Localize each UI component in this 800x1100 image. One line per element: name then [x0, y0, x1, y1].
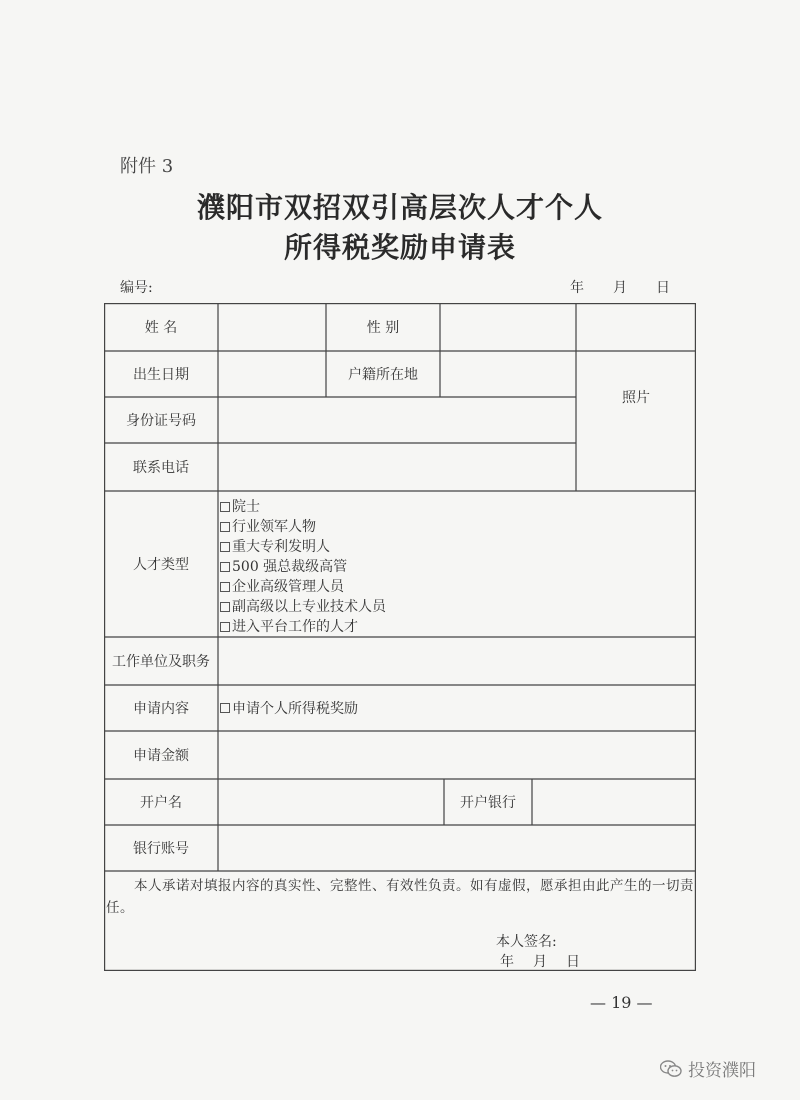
phone-field[interactable] — [218, 443, 576, 491]
gender-field[interactable] — [440, 303, 576, 351]
header-date — [570, 277, 670, 297]
talent-option-label: 重大专利发明人 — [232, 539, 330, 555]
declaration-text: 本人承诺对填报内容的真实性、完整性、有效性负责。如有虚假，愿承担由此产生的一切责任。 — [106, 878, 694, 916]
bank-label: 开户银行 — [460, 795, 516, 811]
serial-number-label: 编号: — [120, 280, 153, 296]
sign-date-day: 日 — [566, 954, 580, 970]
work-unit-label: 工作单位及职务 — [112, 654, 210, 670]
attachment-label: 附件 3 — [120, 156, 174, 177]
name-field[interactable] — [218, 303, 326, 351]
sign-date-month: 月 — [533, 954, 547, 970]
phone-label: 联系电话 — [133, 460, 189, 476]
sign-date-year: 年 — [500, 954, 514, 970]
apply-content-option[interactable] — [220, 685, 696, 731]
signature-label[interactable]: 本人签名: — [496, 934, 557, 950]
bank-field[interactable] — [532, 779, 696, 825]
watermark — [660, 1056, 756, 1081]
checkbox-icon[interactable] — [220, 542, 230, 552]
checkbox-icon[interactable] — [220, 602, 230, 612]
name-label: 姓 名 — [144, 320, 178, 336]
application-form — [104, 303, 696, 971]
work-unit-field[interactable] — [218, 637, 696, 685]
form-title-line1: 濮阳市双招双引高层次人才个人 — [196, 191, 603, 224]
talent-option[interactable] — [220, 497, 386, 517]
talent-option[interactable] — [220, 517, 386, 537]
id-number-field[interactable] — [218, 397, 576, 443]
apply-content-option-label: 申请个人所得税奖励 — [232, 701, 358, 717]
talent-option-label: 企业高级管理人员 — [232, 579, 344, 595]
account-number-field[interactable] — [218, 825, 696, 871]
page-number: — 19 — — [590, 993, 653, 1012]
signature-date — [500, 951, 580, 971]
checkbox-icon[interactable] — [220, 522, 230, 532]
header-date-day: 日 — [656, 280, 670, 296]
account-number-label: 银行账号 — [133, 841, 189, 857]
apply-amount-label: 申请金额 — [133, 748, 189, 764]
talent-option[interactable] — [220, 557, 386, 577]
talent-option[interactable] — [220, 577, 386, 597]
account-name-label: 开户名 — [140, 795, 182, 811]
account-name-field[interactable] — [218, 779, 444, 825]
checkbox-icon[interactable] — [220, 502, 230, 512]
talent-option[interactable] — [220, 617, 386, 637]
id-number-label: 身份证号码 — [126, 413, 196, 429]
wechat-icon — [660, 1060, 682, 1078]
checkbox-icon[interactable] — [220, 703, 230, 713]
form-title-line2: 所得税奖励申请表 — [283, 231, 516, 264]
checkbox-icon[interactable] — [220, 562, 230, 572]
birth-date-label: 出生日期 — [133, 367, 189, 383]
talent-option-label: 进入平台工作的人才 — [232, 619, 358, 635]
apply-amount-field[interactable] — [218, 731, 696, 779]
talent-option-label: 副高级以上专业技术人员 — [232, 599, 386, 615]
birth-date-field[interactable] — [218, 351, 326, 397]
talent-type-options — [220, 497, 386, 637]
apply-content-label: 申请内容 — [133, 701, 189, 717]
talent-option-label: 行业领军人物 — [232, 519, 316, 535]
residence-label: 户籍所在地 — [348, 367, 418, 383]
checkbox-icon[interactable] — [220, 582, 230, 592]
header-date-month: 月 — [613, 280, 627, 296]
talent-option[interactable] — [220, 537, 386, 557]
gender-label: 性 别 — [366, 320, 400, 336]
header-date-year: 年 — [570, 280, 584, 296]
residence-field[interactable] — [440, 351, 576, 397]
talent-option[interactable] — [220, 597, 386, 617]
talent-type-label: 人才类型 — [133, 557, 189, 573]
watermark-text: 投资濮阳 — [688, 1061, 756, 1081]
talent-option-label: 500 强总裁级高管 — [232, 559, 348, 575]
photo-box[interactable]: 照片 — [622, 390, 650, 406]
talent-option-label: 院士 — [232, 499, 260, 515]
checkbox-icon[interactable] — [220, 622, 230, 632]
